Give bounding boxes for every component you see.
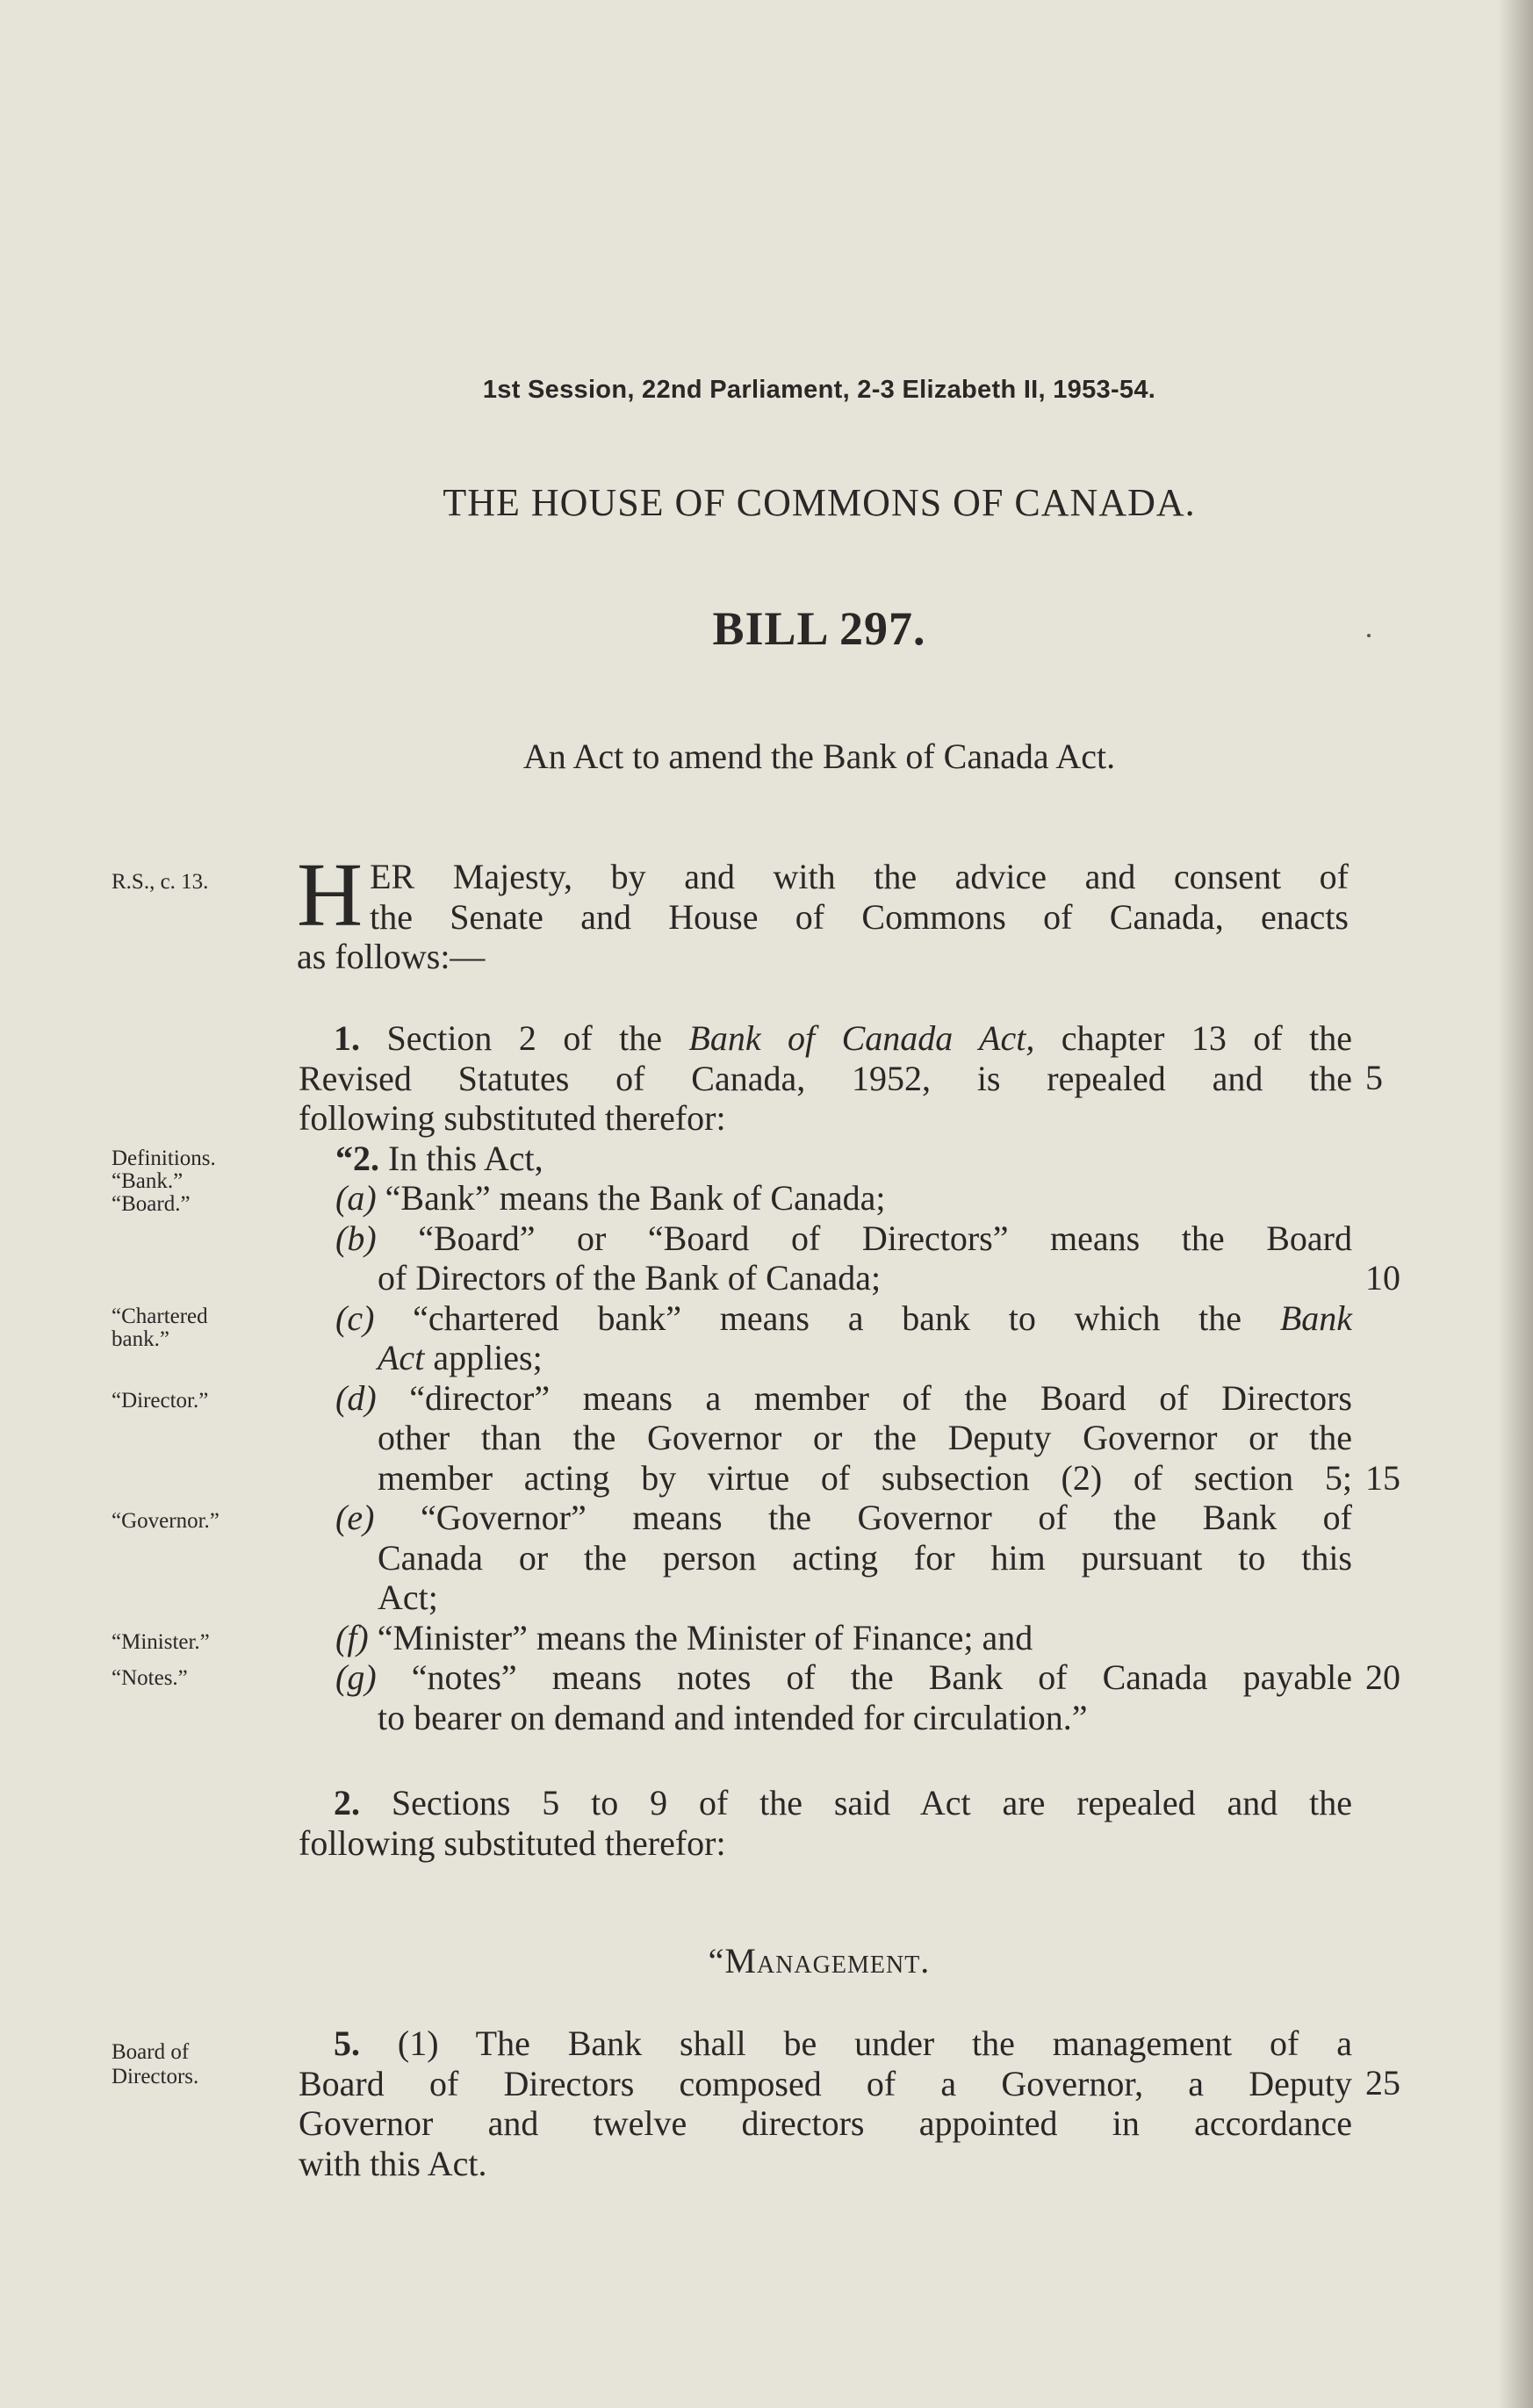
section-2 [299,1783,1352,1863]
section-5-line: with this Act. [299,2143,487,2183]
definition-g [299,1657,1352,1698]
line-number: 20 [1365,1657,1400,1697]
definition-g-cont: to bearer on demand and intended for circulation.” [378,1697,1088,1737]
drop-cap: H [297,845,363,945]
section-2-line [299,1783,1352,1823]
enacting-clause [297,845,1349,977]
text-run: applies; [424,1338,543,1377]
line-number: 5 [1365,1058,1383,1097]
section-5 [299,2023,1352,2183]
text-run: “notes” means notes of the Bank of Canada payable [376,1657,1352,1697]
section-1 [299,1018,1352,1737]
text-run: “chartered bank” means a bank to which the [374,1297,1280,1338]
text-run: “Board” or “Board of Directors” means the Board [376,1218,1352,1258]
margin-note-notes: “Notes.” [112,1666,188,1690]
section-5-line: Board of Directors composed of a Governor, a Deputy [299,2063,1352,2103]
paragraph-label: (a) [335,1178,377,1218]
text-run: “Minister” means the Minister of Finance; and [368,1617,1033,1657]
margin-note-rs: R.S., c. 13. [112,870,209,894]
definition-c [299,1298,1352,1339]
subsection-number: “2. [335,1138,379,1178]
margin-note-definitions: Definitions. [112,1146,216,1170]
text-run: Section 2 of the [386,1018,689,1058]
speck [1367,634,1371,637]
definition-e-cont: Canada or the person acting for him pursuant to this [378,1537,1352,1578]
definition-c-cont [299,1338,1352,1378]
act-name: Bank of Canada Act, [688,1018,1035,1058]
enacting-line: ER Majesty, by and with the advice and consent of [370,857,1349,896]
section-number: 2. [334,1783,360,1822]
section-2-line: following substituted therefor: [299,1822,726,1863]
paragraph-label: (e) [335,1498,375,1537]
session-line: 1st Session, 22nd Parliament, 2-3 Elizabeth II, 1953-54. [482,376,1156,404]
definition-f [299,1618,1352,1658]
line-number: 10 [1365,1258,1400,1297]
enacting-line: as follows:— [297,937,486,976]
definition-d-cont: other than the Governor or the Deputy Governor or the [378,1418,1352,1457]
paragraph-label: (b) [335,1218,377,1258]
text-run: chapter 13 of the [1034,1018,1353,1058]
margin-note-minister: “Minister.” [112,1630,210,1654]
paragraph-label: (c) [335,1297,375,1338]
line-number: 25 [1365,2063,1400,2103]
margin-note-board: “Board.” [112,1192,191,1216]
house-title: THE HOUSE OF COMMONS OF CANADA. [443,481,1196,524]
section-1-line: Revised Statutes of Canada, 1952, is repealed and the [299,1058,1352,1098]
margin-note-chartered: “Chartered [112,1305,208,1328]
margin-note-director: “Director.” [112,1389,209,1412]
section-5-line [299,2023,1352,2064]
definitions-intro [299,1139,1352,1179]
text-run: “director” means a member of the Board of Directors [376,1377,1352,1418]
paragraph-label: (d) [335,1377,377,1418]
section-1-line [299,1018,1352,1059]
section-5-line: Governor and twelve directors appointed in accordance [299,2103,1352,2143]
paragraph-label: (f) [335,1617,369,1657]
margin-note-board-of: Board of [112,2040,190,2064]
section-1-line: following substituted therefor: [299,1098,726,1138]
paragraph-label: (g) [335,1657,377,1697]
act-title: An Act to amend the Bank of Canada Act. [522,737,1116,776]
definition-a [299,1178,1352,1218]
margin-note-directors: Directors. [112,2065,199,2088]
text-run: In this Act, [379,1138,543,1178]
definition-b [299,1218,1352,1259]
act-name: Bank [1279,1297,1352,1338]
enacting-line: the Senate and House of Commons of Canada, enacts [370,896,1349,937]
margin-note-governor: “Governor.” [112,1509,220,1533]
section-number: 5. [334,2023,360,2063]
margin-note-bank: “Bank.” [112,1169,184,1193]
page-edge-shadow [1498,0,1533,2408]
text-run: “Bank” means the Bank of Canada; [376,1178,886,1218]
definition-d-cont: member acting by virtue of subsection (2) of section 5; [378,1457,1352,1498]
definition-e-cont: Act; [378,1578,438,1617]
definition-d [299,1378,1352,1419]
text-run: “Governor” means the Governor of the Bank of [374,1498,1352,1537]
definition-e [299,1498,1352,1538]
definition-b-cont: of Directors of the Bank of Canada; [378,1258,882,1297]
text-run: Sections 5 to 9 of the said Act are repealed and the [360,1783,1352,1822]
act-name: Act [378,1338,425,1377]
margin-note-chartered-2: bank.” [112,1327,169,1351]
bill-number: BILL 297. [712,602,926,655]
section-number: 1. [334,1018,360,1058]
line-number: 15 [1365,1458,1400,1498]
management-heading: “Management. [708,1941,931,1980]
text-run: (1) The Bank shall be under the management of a [360,2023,1352,2063]
